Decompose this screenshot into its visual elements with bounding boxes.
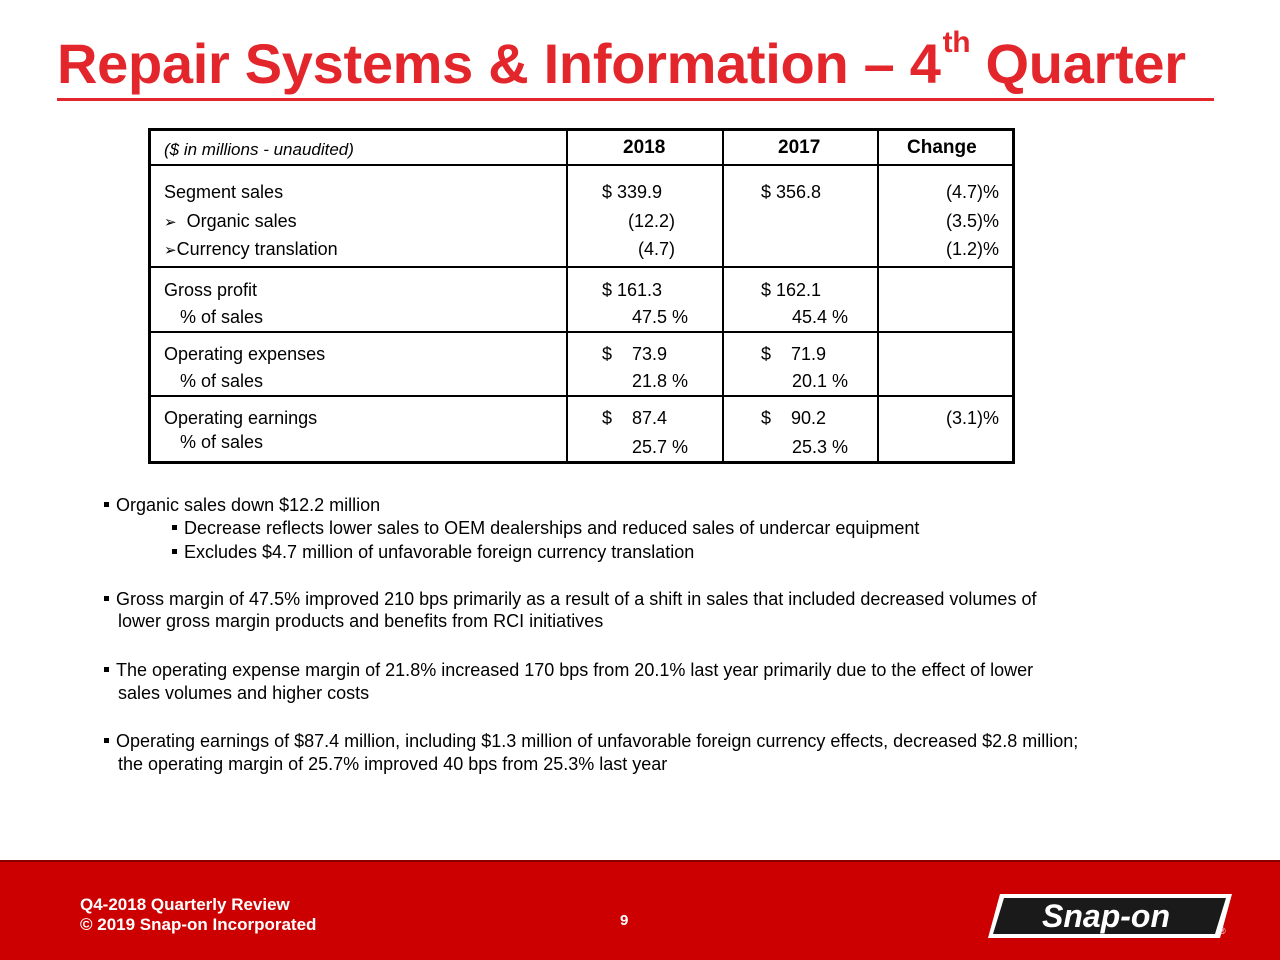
square-bullet-icon (104, 502, 109, 507)
financial-table (148, 128, 1015, 464)
square-bullet-icon (104, 667, 109, 672)
row-label: Currency translation (176, 239, 338, 259)
sub-bullet: Excludes $4.7 million of unfavorable foreign currency translation (172, 538, 694, 567)
title-end: Quarter (970, 32, 1186, 95)
cell-2017: 20.1 % (792, 371, 849, 391)
column-divider (566, 131, 568, 461)
cell-2017: 25.3 % (792, 437, 849, 457)
logo-wordmark: Snap-on (1042, 898, 1170, 934)
row-divider (151, 266, 1012, 268)
bullet-gross-margin: Gross margin of 47.5% improved 210 bps primarily as a result of a shift in sales that included decreased volumes of (104, 585, 1036, 614)
snap-on-logo (988, 890, 1232, 942)
column-header-2017: 2017 (778, 137, 821, 158)
title-underline (57, 98, 1214, 101)
row-label: % of sales (180, 307, 264, 327)
row-label: Organic sales (186, 211, 297, 231)
row-label: Operating expenses (164, 344, 326, 364)
column-divider (877, 131, 879, 461)
bullet-organic-sales: Organic sales down $12.2 million (104, 491, 380, 520)
cell-change: (3.5)% (945, 211, 999, 231)
row-divider (151, 164, 1012, 166)
bullet-continuation: lower gross margin products and benefits from RCI initiatives (118, 611, 604, 631)
title-superscript: th (942, 26, 971, 59)
cell-2018: $ 339.9 (602, 182, 663, 202)
cell-change: (4.7)% (945, 182, 999, 202)
square-bullet-icon (104, 738, 109, 743)
row-label-item (164, 211, 297, 233)
table-note: ($ in millions - unaudited) (164, 140, 354, 159)
cell-2017: $ 162.1 (761, 280, 822, 300)
square-bullet-icon (172, 525, 177, 530)
arrow-bullet-icon: ➢ (164, 214, 177, 231)
page-title (57, 26, 1186, 95)
cell-2018: $ 161.3 (602, 280, 663, 300)
column-header-2018: 2018 (623, 137, 666, 158)
bullet-continuation: sales volumes and higher costs (118, 683, 370, 703)
row-label: % of sales (180, 371, 264, 391)
cell-change: (1.2)% (945, 239, 999, 259)
row-label: % of sales (180, 432, 264, 452)
cell-change: (3.1)% (945, 408, 999, 428)
registered-mark: ® (1219, 926, 1226, 936)
square-bullet-icon (104, 596, 109, 601)
footer-review-label: Q4-2018 Quarterly Review (80, 895, 290, 914)
cell-2018: 21.8 % (632, 371, 689, 391)
row-label: Segment sales (164, 182, 284, 202)
row-label: Gross profit (164, 280, 258, 300)
footer-copyright: © 2019 Snap-on Incorporated (80, 915, 317, 934)
bullet-operating-earnings: Operating earnings of $87.4 million, including $1.3 million of unfavorable foreign currency effects, decreased $2.8 million; (104, 727, 1078, 756)
row-label: Operating earnings (164, 408, 318, 428)
title-main: Repair Systems & Information – 4 (57, 32, 941, 95)
cell-2017: 45.4 % (792, 307, 849, 327)
arrow-bullet-icon: ➢ (164, 242, 177, 259)
bullet-operating-expense: The operating expense margin of 21.8% increased 170 bps from 20.1% last year primarily due to the effect of lower (104, 656, 1033, 685)
row-divider (151, 395, 1012, 397)
cell-2017: $ 90.2 (761, 408, 827, 428)
cell-2018: 25.7 % (632, 437, 689, 457)
square-bullet-icon (172, 549, 177, 554)
bullet-continuation: the operating margin of 25.7% improved 40 bps from 25.3% last year (118, 754, 668, 774)
sub-bullet: Decrease reflects lower sales to OEM dealerships and reduced sales of undercar equipment (172, 514, 919, 543)
cell-2017: $ 356.8 (761, 182, 822, 202)
cell-2018: (12.2) (628, 211, 676, 231)
cell-2018: 47.5 % (632, 307, 689, 327)
cell-2018: (4.7) (638, 239, 676, 259)
row-label-item (164, 239, 338, 261)
column-divider (722, 131, 724, 461)
cell-2018: $ 87.4 (602, 408, 668, 428)
cell-2018: $ 73.9 (602, 344, 668, 364)
row-divider (151, 331, 1012, 333)
column-header-change: Change (907, 137, 977, 158)
page-number: 9 (620, 912, 629, 929)
cell-2017: $ 71.9 (761, 344, 827, 364)
